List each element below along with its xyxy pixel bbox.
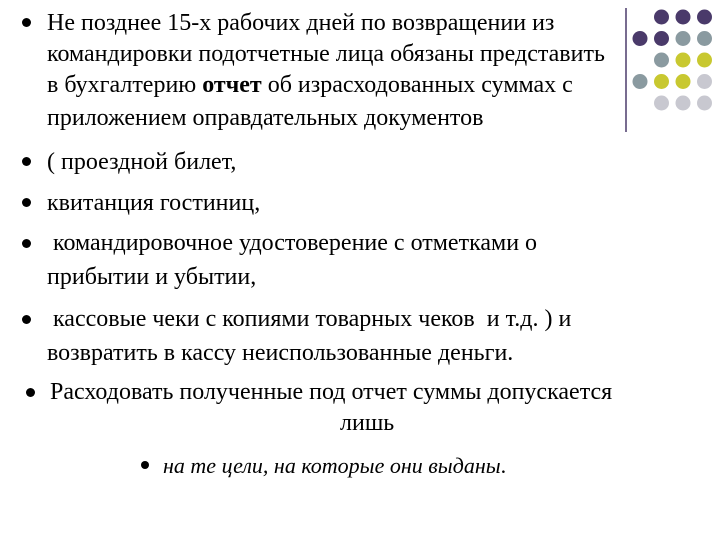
decorative-dot (676, 31, 691, 46)
bullet-1-line-2: командировки подотчетные лица обязаны представить (47, 41, 605, 67)
decorative-dot (697, 96, 712, 111)
bullet-6-line-1: Расходовать полученные под отчет суммы допускается (50, 379, 613, 405)
decorative-dot (697, 10, 712, 25)
sub-bullet-suffix: . (500, 453, 507, 478)
decorative-dot (654, 53, 669, 68)
sub-bullet-text (163, 451, 506, 481)
bullet-1-line-3 (47, 70, 573, 100)
bullet-dot (22, 239, 31, 248)
decorative-dot (697, 31, 712, 46)
decorative-dot (697, 74, 712, 89)
bullet-1-line-1: Не позднее 15-х рабочих дней по возвращении из (47, 10, 555, 36)
bullet-dot (26, 388, 35, 397)
sub-bullet-italic: на те цели, на которые они выданы (163, 453, 501, 478)
bullet-6-line-2: лишь (340, 410, 395, 436)
decorative-dot (654, 31, 669, 46)
decorative-dot (676, 10, 691, 25)
decorative-dot (676, 53, 691, 68)
bullet-1-line-4: приложением оправдательных документов (47, 105, 484, 131)
bullet-dot (22, 198, 31, 207)
decorative-dot (654, 10, 669, 25)
bullet-1-line-3-suffix: об израсходованных суммах с (261, 72, 573, 98)
bullet-dot (22, 157, 31, 166)
decorative-dot (676, 96, 691, 111)
bullet-dot (22, 18, 31, 27)
bullet-1-bold-word: отчет (202, 72, 262, 98)
bullet-5-line-2: возвратить в кассу неиспользованные деньги. (47, 340, 514, 366)
bullet-4-line-1: командировочное удостоверение с отметками о (47, 230, 538, 256)
decorative-dot (676, 74, 691, 89)
bullet-3-line-1: квитанция гостиниц, (47, 190, 261, 216)
bullet-2-line-1: ( проездной билет, (47, 149, 237, 175)
decorative-dot (633, 74, 648, 89)
decorative-dot (654, 74, 669, 89)
decorative-dot (654, 96, 669, 111)
sub-bullet-dot (141, 461, 149, 469)
bullet-dot (22, 315, 31, 324)
decorative-dot (697, 53, 712, 68)
bullet-4-line-2: прибытии и убытии, (47, 264, 257, 290)
bullet-1-line-3-prefix: в бухгалтерию (47, 72, 203, 98)
bullet-5-line-1: кассовые чеки с копиями товарных чеков и т.д. ) и (47, 306, 572, 332)
decorative-dot (633, 31, 648, 46)
